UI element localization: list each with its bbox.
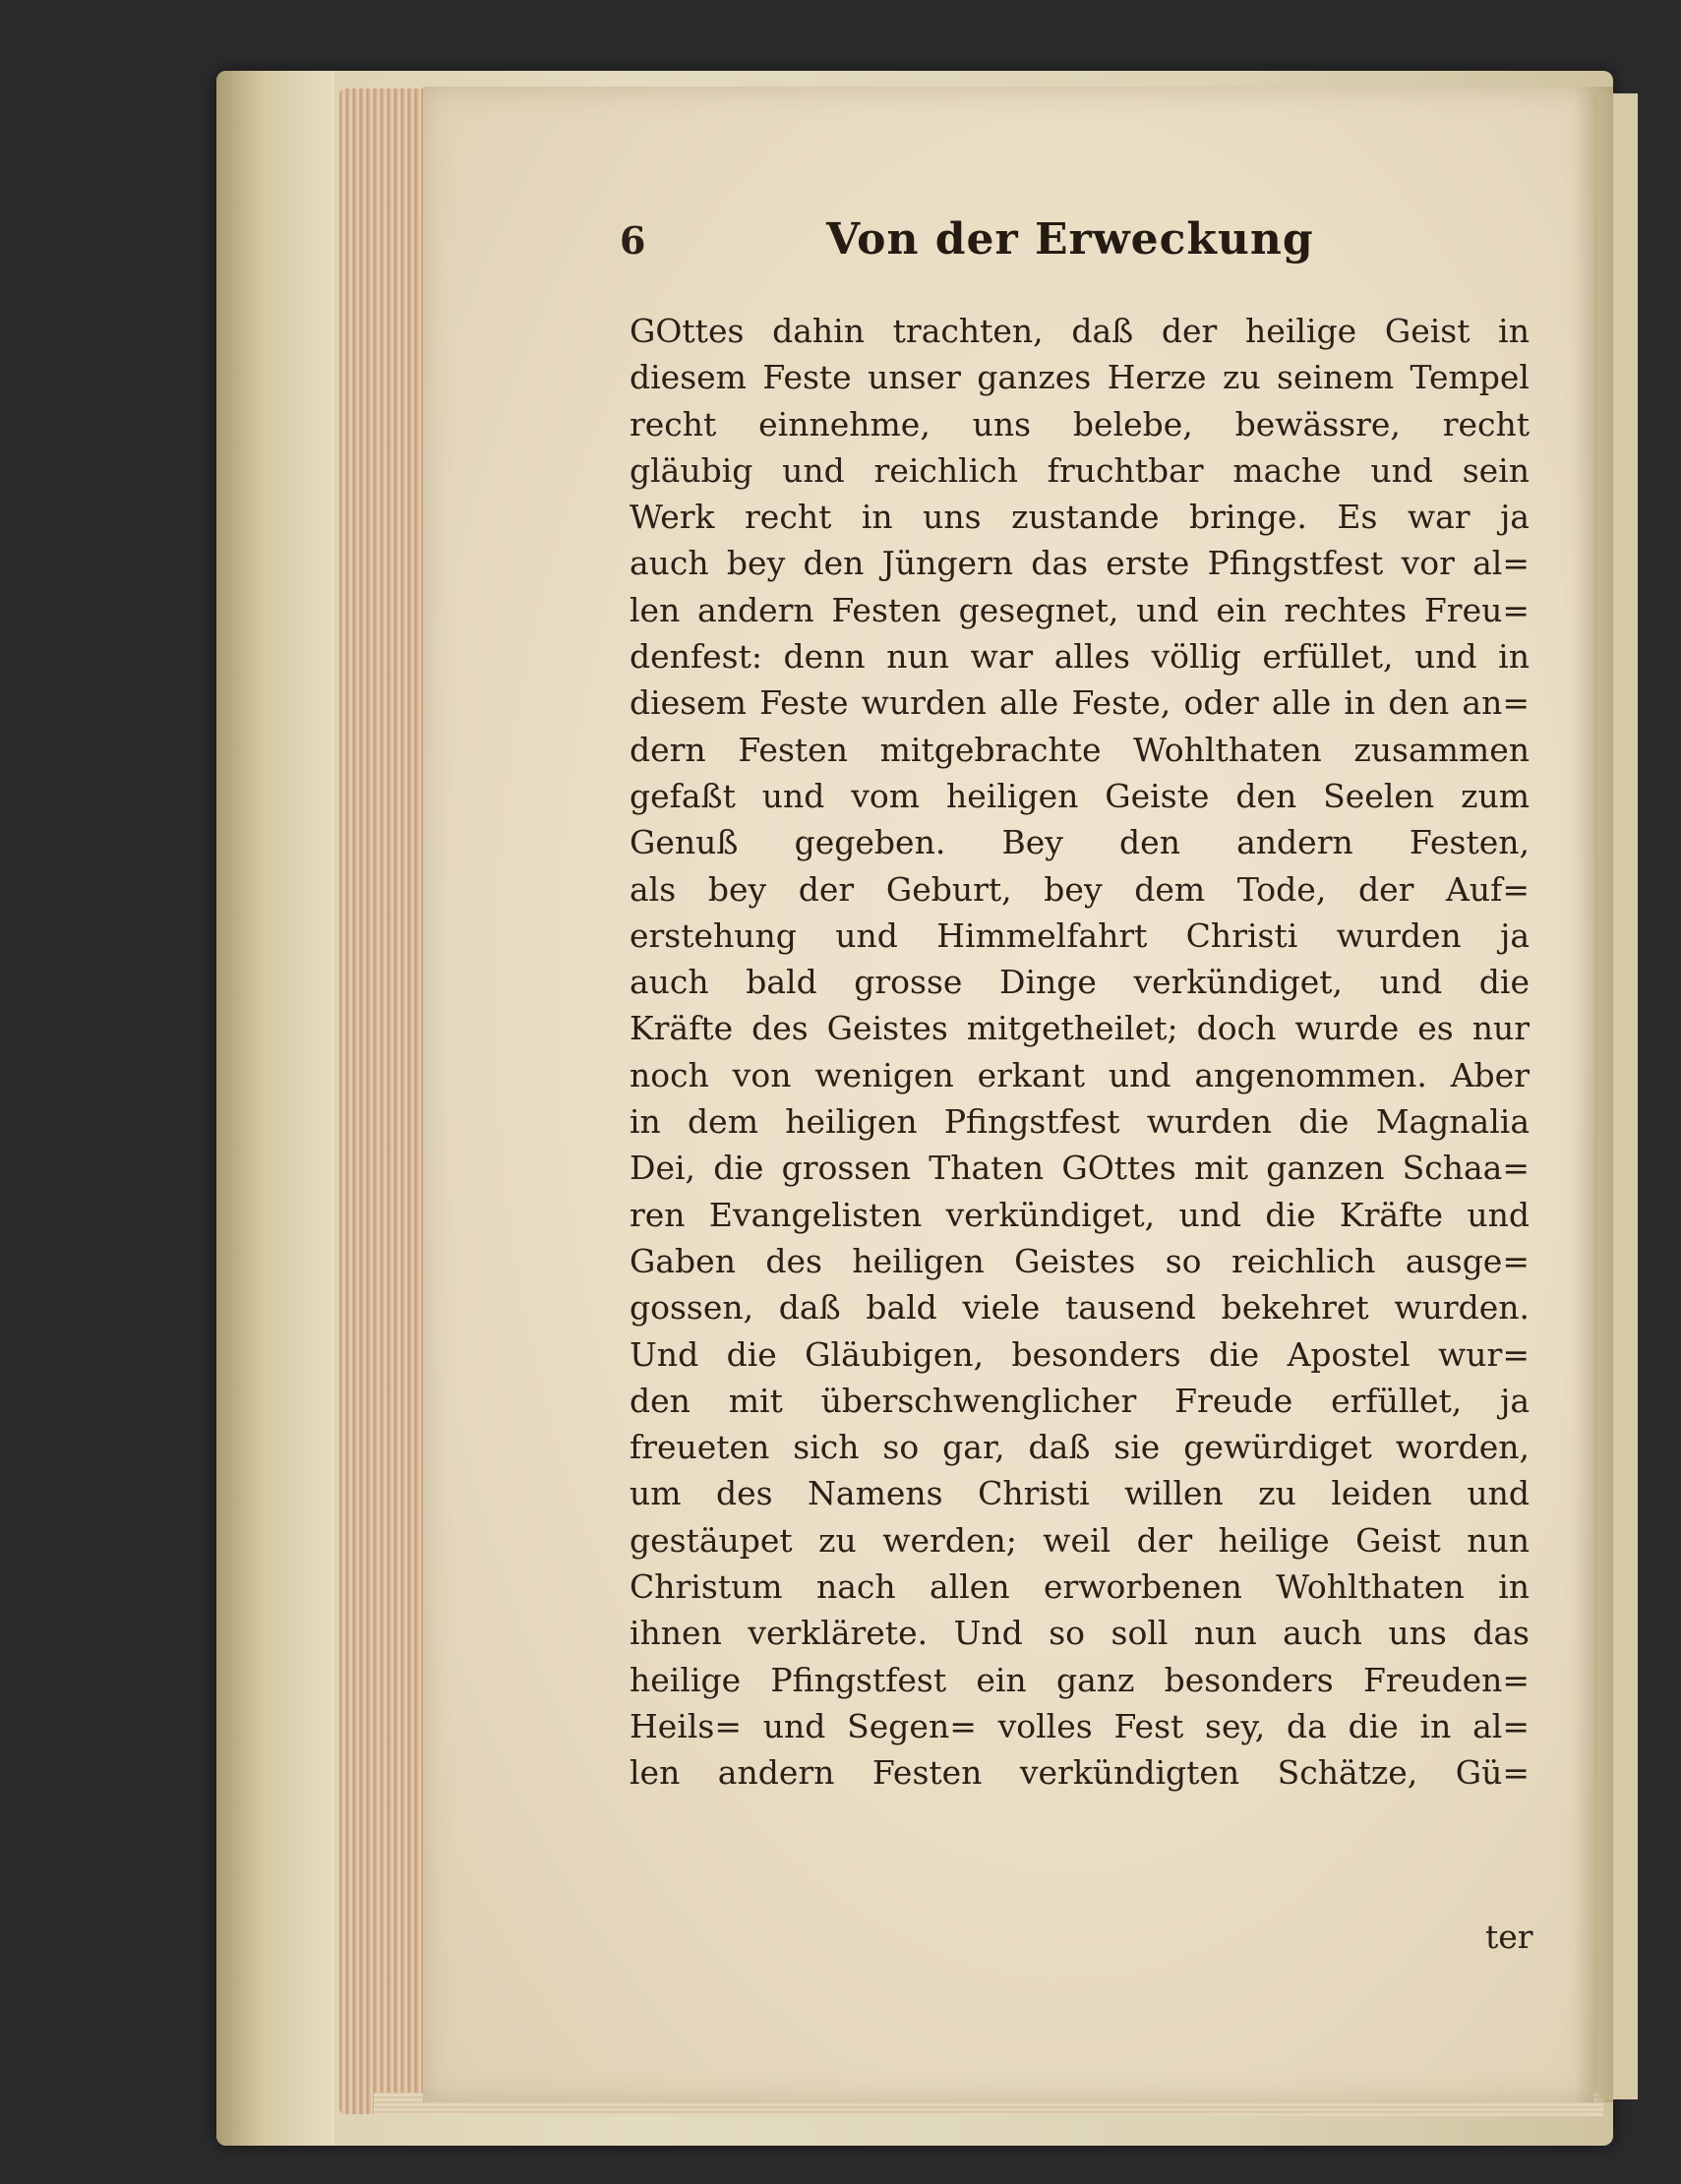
text-line: gestäupet zu werden; weil der heilige Geist nun xyxy=(630,1520,1530,1560)
text-line: dern Festen mitgebrachte Wohlthaten zusammen xyxy=(630,730,1530,769)
running-head: Von der Erweckung xyxy=(826,214,1314,265)
text-line: erstehung und Himmelfahrt Christi wurden ja xyxy=(630,915,1530,955)
text-line: ren Evangelisten verkündiget, und die Kräfte und xyxy=(630,1195,1530,1234)
text-line: gefaßt und vom heiligen Geiste den Seelen zum xyxy=(630,776,1530,815)
text-line: als bey der Geburt, bey dem Tode, der Auf= xyxy=(630,869,1530,909)
text-line: Und die Gläubigen, besonders die Apostel wur= xyxy=(630,1334,1530,1374)
text-line: diesem Feste wurden alle Feste, oder alle in den an= xyxy=(630,683,1530,723)
text-line: Kräfte des Geistes mitgetheilet; doch wurde es nur xyxy=(630,1009,1530,1048)
text-line: den mit überschwenglicher Freude erfüllet, ja xyxy=(630,1381,1530,1420)
text-line: len andern Festen verkündigten Schätze, Gü= xyxy=(630,1753,1530,1793)
text-line: heilige Pfingstfest ein ganz besonders Freuden= xyxy=(630,1660,1530,1699)
text-line: Dei, die grossen Thaten GOttes mit ganzen Schaa= xyxy=(630,1149,1530,1188)
text-line: auch bald grosse Dinge verkündiget, und die xyxy=(630,963,1530,1002)
text-line: noch von wenigen erkant und angenommen. Aber xyxy=(630,1055,1530,1094)
text-line: Christum nach allen erworbenen Wohlthaten in xyxy=(630,1567,1530,1607)
text-line: Gaben des heiligen Geistes so reichlich ausge= xyxy=(630,1241,1530,1280)
text-line: Heils= und Segen= volles Fest sey, da die in al= xyxy=(630,1706,1530,1745)
text-line: len andern Festen gesegnet, und ein rechtes Freu= xyxy=(630,590,1530,629)
book-binding-edge xyxy=(216,71,334,2146)
text-line: auch bey den Jüngern das erste Pfingstfest vor al= xyxy=(630,544,1530,583)
text-line: um des Namens Christi willen zu leiden und xyxy=(630,1474,1530,1513)
text-line: diesem Feste unser ganzes Herze zu seinem Tempel xyxy=(630,358,1530,397)
page-stack-edges xyxy=(339,89,428,2114)
text-line: recht einnehme, uns belebe, bewässre, recht xyxy=(630,404,1530,443)
catchword: ter xyxy=(1485,1918,1533,1956)
text-line: in dem heiligen Pfingstfest wurden die Magnalia xyxy=(630,1102,1530,1142)
page-number: 6 xyxy=(620,218,646,263)
text-line: Genuß gegeben. Bey den andern Festen, xyxy=(630,823,1530,862)
text-line: ihnen verklärete. Und so soll nun auch uns das xyxy=(630,1614,1530,1653)
text-line: gossen, daß bald viele tausend bekehret wurden. xyxy=(630,1288,1530,1328)
text-line: denfest: denn nun war alles völlig erfüllet, und in xyxy=(630,637,1530,677)
text-line: GOttes dahin trachten, daß der heilige Geist in xyxy=(630,312,1530,350)
text-line: gläubig und reichlich fruchtbar mache und sein xyxy=(630,450,1530,490)
page-gutter-shadow xyxy=(1574,87,1613,2102)
text-line: freueten sich so gar, daß sie gewürdiget worden, xyxy=(630,1428,1530,1467)
body-text xyxy=(630,308,1530,1797)
text-line: Werk recht in uns zustande bringe. Es war ja xyxy=(630,498,1530,537)
